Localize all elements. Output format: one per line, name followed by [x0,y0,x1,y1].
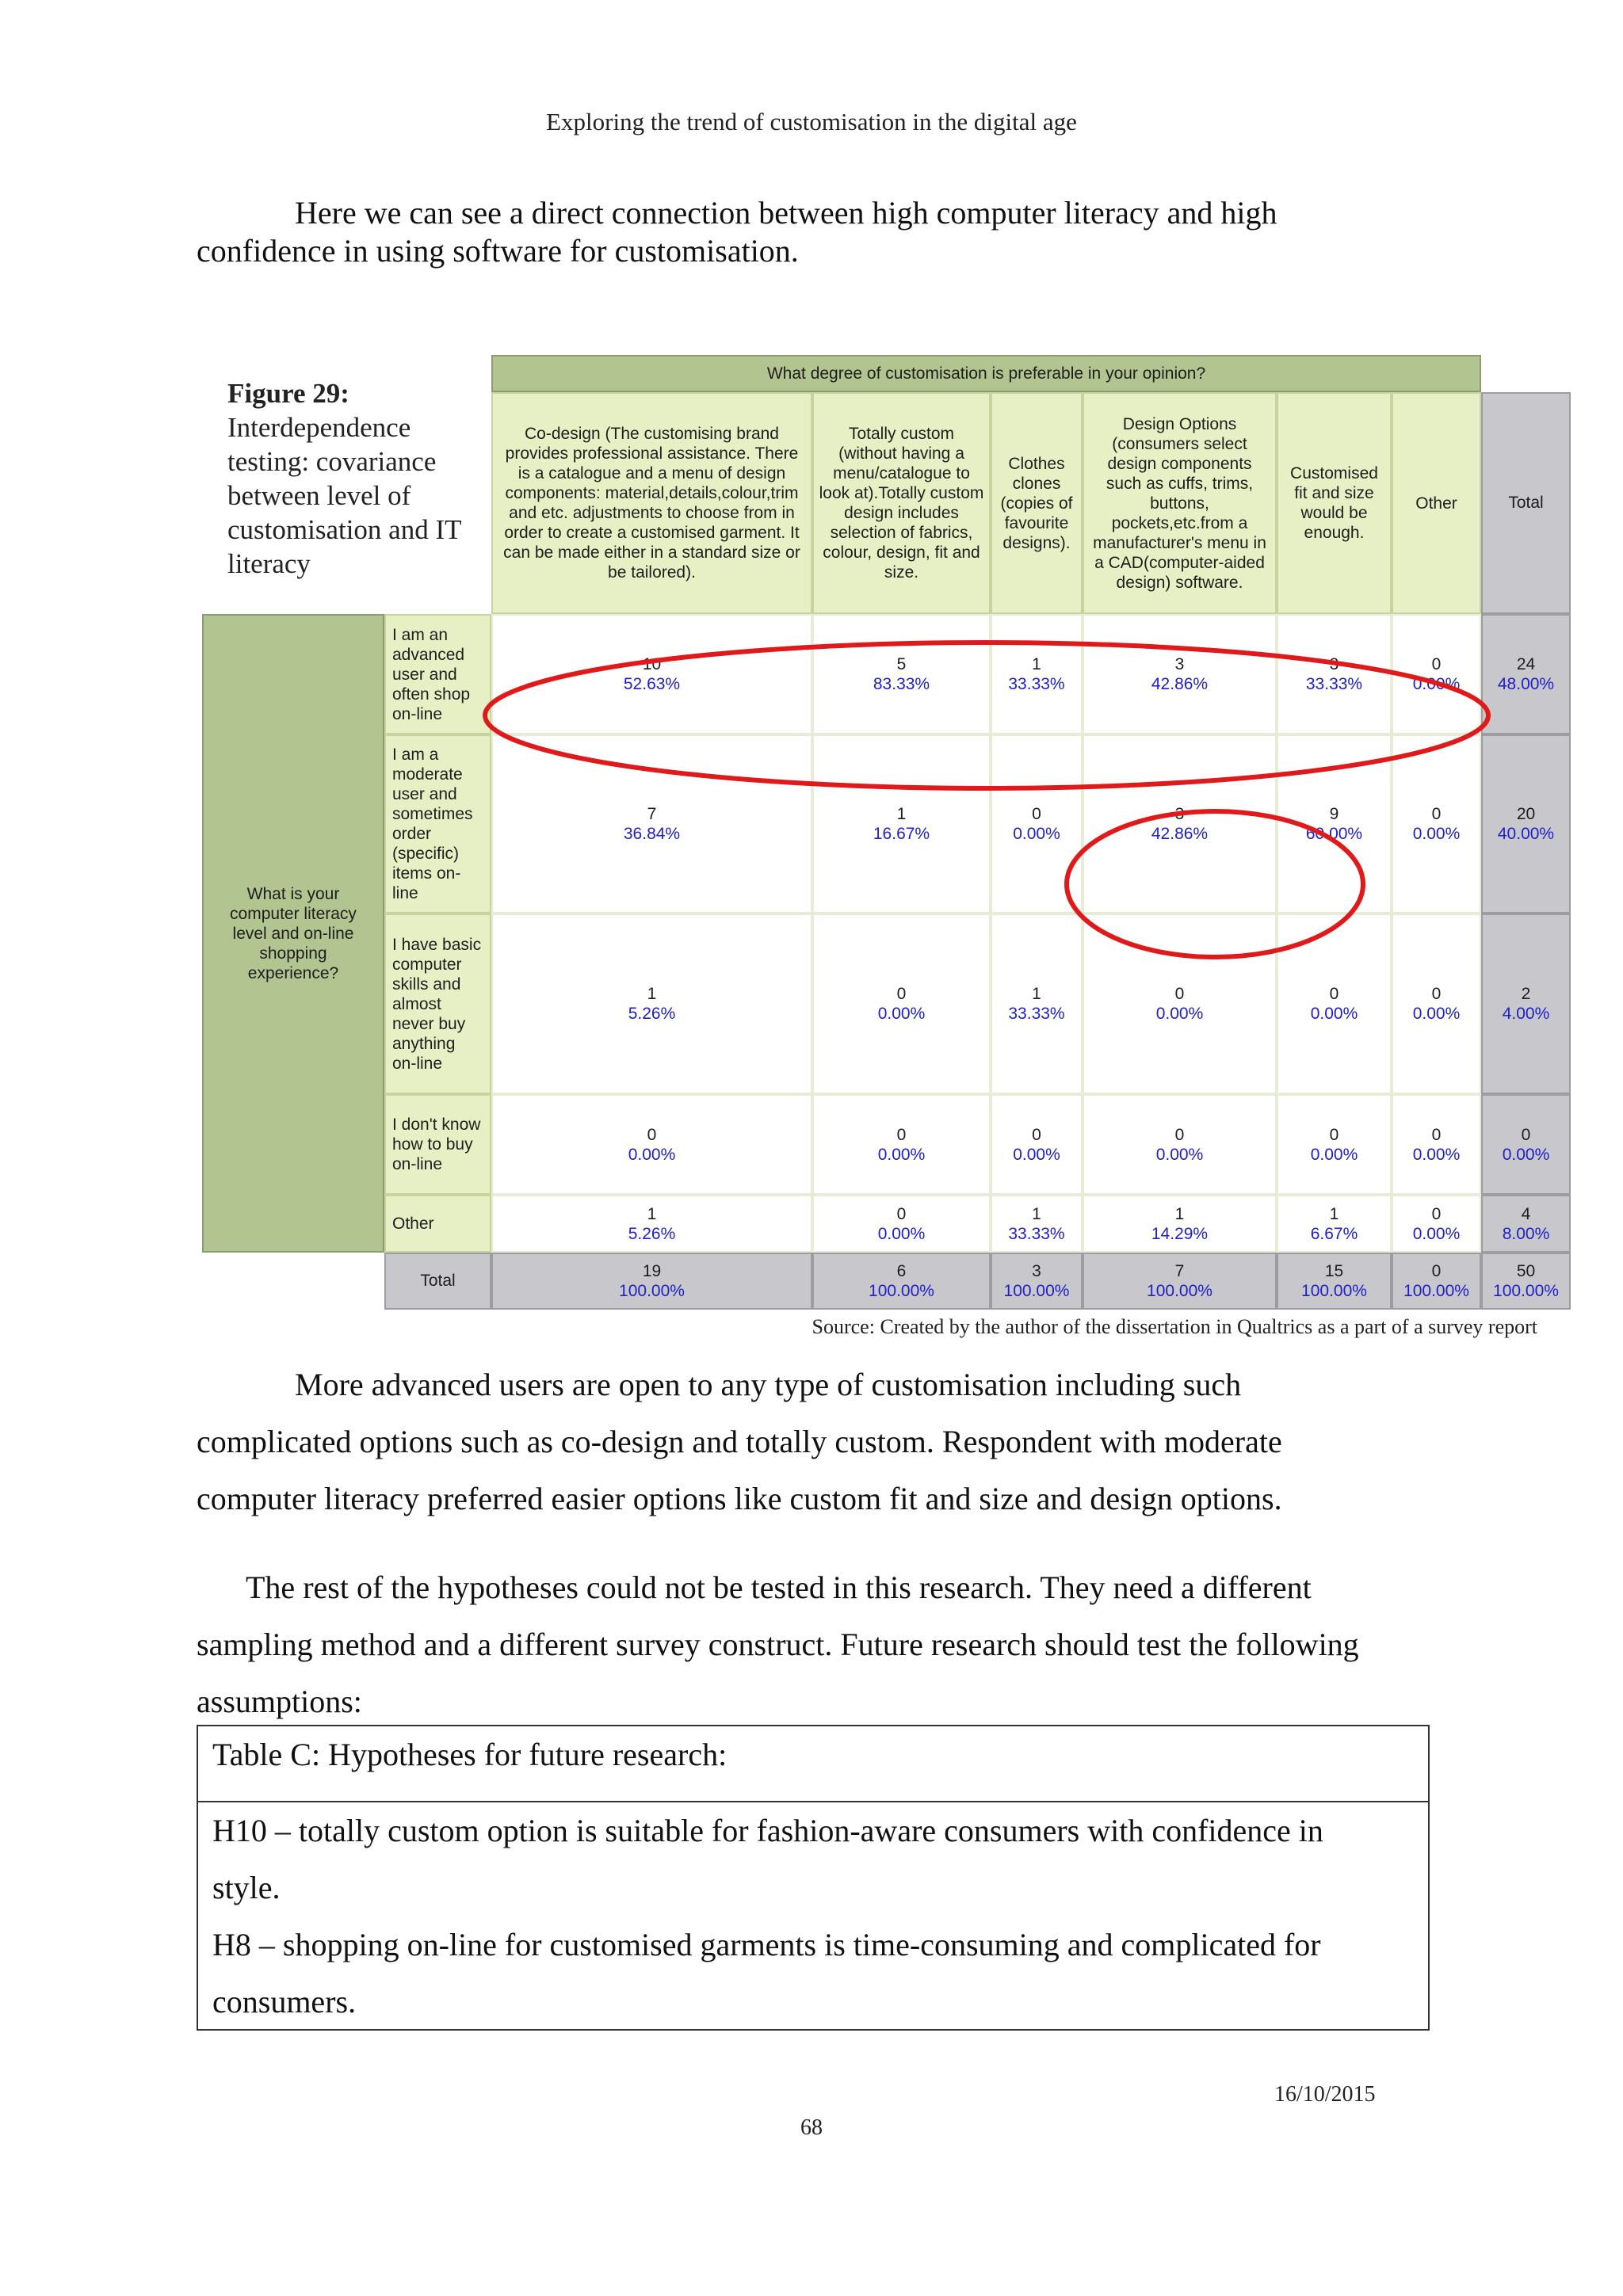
cell-percent: 0.00% [877,1005,926,1023]
cell-count: 24 [1516,655,1536,673]
cell-percent: 33.33% [1008,1224,1065,1243]
cell-percent: 48.00% [1497,675,1555,693]
intro-line-1: Here we can see a direct connection between high computer literacy and high [295,195,1277,231]
cell-count: 7 [647,805,657,823]
cell-percent: 0.00% [628,1145,676,1164]
cell-percent: 100.00% [1493,1282,1559,1300]
row-label-other: Other [384,1195,491,1253]
cell-count: 0 [1174,985,1185,1003]
cell-count: 1 [647,1204,657,1223]
cell-count: 0 [1521,1125,1531,1144]
highlight-ellipse-advanced-row [485,643,1488,788]
analysis-line-1: More advanced users are open to any type of customisation including such [295,1367,1242,1402]
running-header: Exploring the trend of customisation in the digital age [546,108,1077,135]
hypotheses-line-2: sampling method and a different survey construct. Future research should test the following [197,1627,1359,1662]
hypotheses-table-body [198,1802,1428,2031]
cell-count: 0 [1431,805,1442,823]
analysis-line-3: computer literacy preferred easier options like custom fit and size and design options. [197,1481,1282,1516]
cell-count: 50 [1516,1262,1536,1280]
hypotheses-line-1: The rest of the hypotheses could not be tested in this research. They need a different [246,1569,1312,1605]
figure-caption-line-4: customisation and IT [227,514,462,545]
column-header-co-design: Co-design (The customising brand provides professional assistance. There is a catalogue and a menu of design components: material,details,colour,trim and etc. adjustments to choose from in order to create a customised garment. It can be made either in a standard size or be tailored). [491,392,812,614]
analysis-paragraph [197,1356,1465,1527]
cell-count: 0 [1329,1125,1339,1144]
column-header-design-options: Design Options (consumers select design components such as cuffs, trims, buttons, pockets,etc.from a manufacturer's menu in a CAD(computer-aided design) software. [1083,392,1277,614]
hypotheses-table-title: Table C: Hypotheses for future research: [198,1726,1428,1802]
page-number: 68 [800,2115,823,2140]
cell-percent: 4.00% [1502,1005,1550,1023]
cell-percent: 36.84% [623,825,681,843]
cell-percent: 0.00% [1155,1145,1204,1164]
figure-number: Figure 29: [227,378,349,409]
cell-count: 1 [1032,985,1041,1003]
cell-percent: 100.00% [1403,1282,1469,1300]
cell-percent: 52.63% [623,675,681,693]
column-question: What degree of customisation is preferable in your opinion? [491,355,1481,392]
cell-percent: 83.33% [873,675,930,693]
cell-count: 7 [1174,1262,1185,1280]
cell-percent: 33.33% [1008,1005,1065,1023]
cell-percent: 100.00% [1301,1282,1367,1300]
cell-count: 9 [1329,805,1339,823]
row-label-moderate: I am a moderate user and sometimes order (specific) items on-line [384,734,491,913]
column-header-other: Other [1392,392,1481,614]
cell-count: 3 [1174,805,1185,823]
cell-percent: 40.00% [1497,825,1555,843]
cell-percent: 0.00% [1310,1145,1358,1164]
cell-count: 1 [1032,655,1041,673]
figure-source: Source: Created by the author of the dissertation in Qualtrics as a part of a survey report [812,1315,1537,1338]
cell-count: 0 [1431,1262,1442,1280]
hypotheses-paragraph [197,1559,1465,1730]
cell-percent: 0.00% [1412,825,1461,843]
highlight-ellipse-moderate-row [1067,811,1363,957]
row-label-advanced: I am an advanced user and often shop on-line [384,614,491,734]
cell-percent: 0.00% [877,1224,926,1243]
row-label-basic: I have basic computer skills and almost never buy anything on-line [384,913,491,1094]
figure-caption-line-3: between level of [227,480,411,511]
cell-percent: 100.00% [1003,1282,1070,1300]
cell-percent: 8.00% [1502,1224,1550,1243]
hypothesis-h8-line-1: H8 – shopping on-line for customised garments is time-consuming and complicated for [212,1927,1321,1962]
cell-count: 3 [1032,1262,1041,1280]
cell-count: 1 [896,805,907,823]
cell-percent: 16.67% [873,825,930,843]
cell-count: 0 [896,1125,907,1144]
cell-count: 0 [1032,805,1041,823]
row-label-total: Total [384,1253,491,1310]
cell-count: 0 [1431,1204,1442,1223]
cell-count: 0 [1329,985,1339,1003]
figure-caption-line-2: testing: covariance [227,446,437,477]
cell-percent: 100.00% [1147,1282,1212,1300]
hypothesis-h10-line-1: H10 – totally custom option is suitable for fashion-aware consumers with confidence in [212,1813,1323,1848]
cell-percent: 0.00% [1310,1005,1358,1023]
cell-percent: 5.26% [628,1224,676,1243]
cell-percent: 0.00% [1013,825,1060,843]
cell-count: 10 [642,655,662,673]
cell-count: 0 [1431,655,1442,673]
cell-count: 0 [647,1125,657,1144]
cell-percent: 60.00% [1305,825,1363,843]
cell-count: 1 [647,985,657,1003]
column-header-total: Total [1481,392,1571,614]
cell-percent: 0.00% [1155,1005,1204,1023]
cell-count: 1 [1032,1204,1041,1223]
cell-percent: 42.86% [1151,825,1209,843]
cell-percent: 0.00% [1412,1145,1461,1164]
cell-count: 15 [1324,1262,1344,1280]
cell-percent: 0.00% [1013,1145,1060,1164]
cell-count: 0 [1431,1125,1442,1144]
figure-caption-line-5: literacy [227,548,311,579]
cell-count: 5 [896,655,907,673]
intro-line-2: confidence in using software for customisation. [197,233,799,269]
cell-count: 6 [896,1262,907,1280]
cell-percent: 100.00% [619,1282,685,1300]
cell-percent: 0.00% [1502,1145,1550,1164]
hypothesis-h10-line-2: style. [212,1870,281,1905]
cell-count: 3 [1174,655,1185,673]
cell-count: 20 [1516,805,1536,823]
column-header-clothes-clones: Clothes clones (copies of favourite designs). [991,392,1083,614]
cell-percent: 6.67% [1310,1224,1358,1243]
footer-date: 16/10/2015 [1274,2082,1376,2107]
cell-percent: 33.33% [1305,675,1363,693]
cell-count: 0 [1032,1125,1041,1144]
cell-percent: 0.00% [1412,1005,1461,1023]
cell-percent: 0.00% [877,1145,926,1164]
cell-percent: 5.26% [628,1005,676,1023]
cell-percent: 0.00% [1412,675,1461,693]
cell-count: 1 [1329,1204,1339,1223]
cell-count: 3 [1329,655,1339,673]
column-header-fit-size: Customised fit and size would be enough. [1277,392,1392,614]
column-header-totally-custom: Totally custom (without having a menu/catalogue to look at).Totally custom design includes selection of fabrics, colour, design, fit and size. [812,392,991,614]
cell-count: 0 [896,1204,907,1223]
analysis-line-2: complicated options such as co-design and totally custom. Respondent with moderate [197,1424,1282,1459]
cell-count: 2 [1521,985,1531,1003]
cell-count: 4 [1521,1204,1531,1223]
row-question: What is your computer literacy level and on-line shopping experience? [202,614,384,1253]
hypotheses-table [197,1725,1430,2031]
cell-count: 0 [896,985,907,1003]
cell-percent: 42.86% [1151,675,1209,693]
figure-caption-line-1: Interdependence [227,412,411,443]
cell-count: 0 [1174,1125,1185,1144]
cell-count: 0 [1431,985,1442,1003]
cell-percent: 0.00% [1412,1224,1461,1243]
cell-percent: 33.33% [1008,675,1065,693]
hypotheses-line-3: assumptions: [197,1684,362,1719]
cell-percent: 14.29% [1151,1224,1209,1243]
cell-count: 19 [642,1262,662,1280]
row-label-dont-know: I don't know how to buy on-line [384,1094,491,1195]
hypothesis-h8-line-2: consumers. [212,1984,357,2019]
cell-count: 1 [1174,1204,1185,1223]
cell-percent: 100.00% [869,1282,934,1300]
